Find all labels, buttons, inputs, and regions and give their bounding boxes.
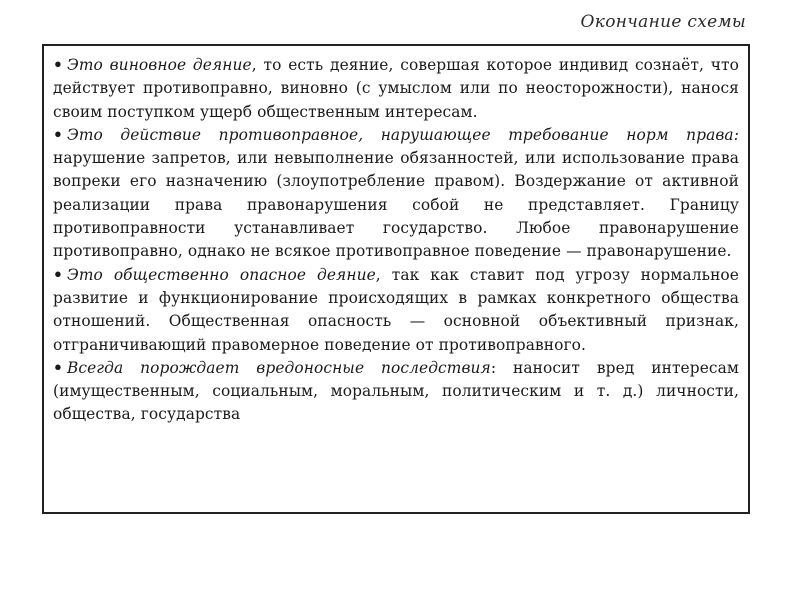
paragraph-body: : наносит вред интересам (имущественным, социальным, моральным, политическим и т. д.) личности, общества, государства: [53, 358, 739, 424]
paragraph-unlawful-act: [53, 124, 739, 264]
paragraph-lead: Всегда порождает вредоносные последствия: [66, 358, 491, 377]
paragraph-lead: Это общественно опасное деяние: [66, 265, 376, 284]
paragraph-body: , так как ставит под угрозу нормальное развитие и функционирование происходящих в рамках конкретного общества отношений. Общественная опасность — основной объективный признак, отграничивающий правомерное поведение от противоправного.: [53, 265, 739, 354]
bullet-marker: •: [53, 56, 63, 74]
paragraph-dangerous-act: [53, 264, 739, 357]
paragraph-body: , то есть деяние, совершая которое индивид сознаёт, что действует противоправно, виновно (с умыслом или по неосторожности), нанося своим поступком ущерб общественным интересам.: [53, 56, 739, 121]
paragraph-guilty-act: [53, 54, 739, 124]
paragraph-lead: Это действие противоправное, нарушающее требование норм права:: [66, 125, 739, 144]
bullet-marker: •: [53, 125, 63, 144]
bullet-marker: •: [53, 265, 63, 284]
scheme-caption: Окончание схемы: [580, 12, 746, 32]
scheme-box: [42, 44, 750, 514]
bullet-marker: •: [53, 358, 63, 377]
paragraph-lead: Это виновное деяние: [66, 56, 252, 74]
paragraph-body: нарушение запретов, или невыполнение обязанностей, или использование права вопреки его назначению (злоупотребление правом). Воздержание от активной реализации права правонарушения собой не представляет. Границу противоправности устанавливает государство. Любое правонарушение противоправно, однако не всякое противоправное поведение — правонарушение.: [53, 149, 739, 261]
paragraph-harmful-consequences: [53, 357, 739, 427]
